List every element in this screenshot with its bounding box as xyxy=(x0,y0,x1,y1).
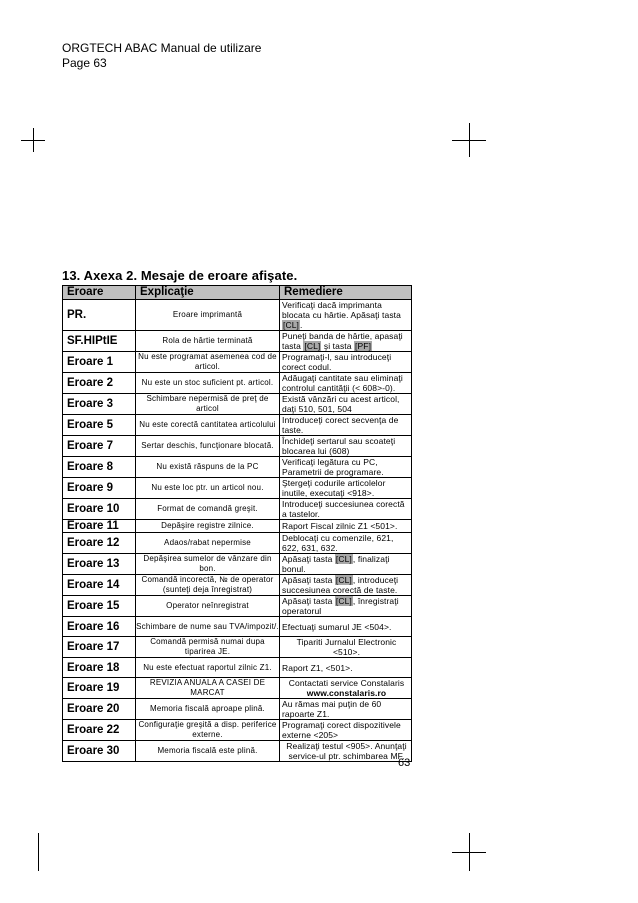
key-highlight: [CL] xyxy=(283,320,299,330)
error-messages-table xyxy=(62,285,412,762)
explanation-cell: Rola de hârtie terminată xyxy=(136,331,280,352)
explanation-cell: Comandă permisă numai dupa tiparirea JE. xyxy=(136,637,280,658)
remedy-text: Tipariti Jurnalul Electronic <510>. xyxy=(296,637,397,657)
error-code-cell: Eroare 12 xyxy=(63,533,136,554)
remedy-cell xyxy=(280,575,412,596)
error-code-cell: Eroare 11 xyxy=(63,520,136,533)
remedy-text: Programaţi-l, sau introduceţi corect codul. xyxy=(282,352,392,372)
error-code-cell: Eroare 7 xyxy=(63,436,136,457)
key-highlight: [CL] xyxy=(304,341,321,351)
remedy-text: , introduceţi succesiunea corectă de taste. xyxy=(282,575,399,595)
explanation-cell: REVIZIA ANUALA A CASEI DE MARCAT xyxy=(136,678,280,699)
remedy-text: Realizaţi testul <905>. Anunţaţi service-ul ptr. schimbarea MF. xyxy=(286,741,407,761)
explanation-cell: Depăşire registre zilnice. xyxy=(136,520,280,533)
remedy-text: Există vânzări cu acest articol, daţi 510, 501, 504 xyxy=(282,394,400,414)
error-code-cell: Eroare 5 xyxy=(63,415,136,436)
remedy-text: Raport Fiscal zilnic Z1 <501>. xyxy=(282,521,398,531)
remedy-cell xyxy=(280,436,412,457)
remedy-cell xyxy=(280,331,412,352)
table-row xyxy=(63,394,412,415)
column-header-remedy: Remediere xyxy=(280,286,412,300)
remedy-text: Introduceţi succesiunea corectă a tastelor. xyxy=(282,499,405,519)
remedy-text: Adăugaţi cantitate sau eliminaţi controlul cantităţii (< 608>-0). xyxy=(282,373,403,393)
error-code-cell: Eroare 9 xyxy=(63,478,136,499)
header-page: Page 63 xyxy=(62,56,107,70)
remedy-cell xyxy=(280,415,412,436)
remedy-text: Apăsaţi tasta xyxy=(282,554,335,564)
explanation-cell: Comandă incorectă, № de operator (sunteţi deja înregistrat) xyxy=(136,575,280,596)
remedy-cell xyxy=(280,457,412,478)
remedy-cell xyxy=(280,699,412,720)
remedy-cell xyxy=(280,499,412,520)
explanation-cell: Nu este corectă cantitatea articolului xyxy=(136,415,280,436)
explanation-cell: Nu este programat asemenea cod de articol. xyxy=(136,352,280,373)
error-code-cell: Eroare 30 xyxy=(63,741,136,762)
remedy-text: Ştergeţi codurile articolelor inutile, executaţi <918>. xyxy=(282,478,386,498)
section-title: 13. Axexa 2. Mesaje de eroare afişate. xyxy=(62,268,298,283)
remedy-text: Raport Z1, <501>. xyxy=(282,662,353,673)
explanation-cell: Memoria fiscală este plină. xyxy=(136,741,280,762)
explanation-cell: Nu există răspuns de la PC xyxy=(136,457,280,478)
error-code-cell: Eroare 10 xyxy=(63,499,136,520)
key-highlight: [CL] xyxy=(335,554,352,564)
error-code-cell: Eroare 22 xyxy=(63,720,136,741)
remedy-cell xyxy=(280,478,412,499)
explanation-cell: Schimbare nepermisă de preţ de articol xyxy=(136,394,280,415)
remedy-text: Programaţi corect dispozitivele externe <205> xyxy=(282,720,401,740)
remedy-cell xyxy=(280,617,412,637)
table-row xyxy=(63,373,412,394)
remedy-text: Au rămas mai puţin de 60 rapoarte Z1. xyxy=(282,699,382,719)
error-code-cell: SF.HIPtIE xyxy=(63,331,136,352)
error-code-cell: Eroare 2 xyxy=(63,373,136,394)
key-highlight: [CL] xyxy=(335,596,352,606)
website-link-text: www.constalaris.ro xyxy=(306,688,387,698)
table-row xyxy=(63,457,412,478)
table-row xyxy=(63,352,412,373)
table-row xyxy=(63,300,412,331)
column-header-error: Eroare xyxy=(63,286,136,300)
page-number: 63 xyxy=(398,757,411,769)
remedy-text: Contactati service Constalaris xyxy=(288,678,405,688)
remedy-text: Verificaţi dacă imprimanta blocata cu hârtie. Apăsaţi tasta xyxy=(282,300,401,320)
table-row xyxy=(63,617,412,637)
remedy-text: Apăsaţi tasta xyxy=(282,596,335,606)
table-row xyxy=(63,554,412,575)
explanation-cell: Sertar deschis, funcţionare blocată. xyxy=(136,436,280,457)
key-highlight: [PF] xyxy=(355,341,372,351)
remedy-cell xyxy=(280,533,412,554)
error-code-cell: Eroare 3 xyxy=(63,394,136,415)
explanation-cell: Nu este un stoc suficient pt. articol. xyxy=(136,373,280,394)
explanation-cell: Memoria fiscală aproape plină. xyxy=(136,699,280,720)
remedy-text: Verificaţi legătura cu PC, Parametrii de programare. xyxy=(282,457,384,477)
table-row xyxy=(63,436,412,457)
explanation-cell: Configuraţie greşită a disp. periferice externe. xyxy=(136,720,280,741)
error-code-cell: Eroare 17 xyxy=(63,637,136,658)
table-row xyxy=(63,478,412,499)
explanation-cell: Eroare imprimantă xyxy=(136,300,280,331)
explanation-cell: Depăşirea sumelor de vânzare din bon. xyxy=(136,554,280,575)
remedy-cell xyxy=(280,637,412,658)
table-row xyxy=(63,637,412,658)
error-code-cell: Eroare 1 xyxy=(63,352,136,373)
remedy-cell xyxy=(280,520,412,533)
remedy-cell xyxy=(280,300,412,331)
remedy-cell xyxy=(280,720,412,741)
table-row xyxy=(63,331,412,352)
remedy-cell xyxy=(280,394,412,415)
explanation-cell: Format de comandă greşit. xyxy=(136,499,280,520)
column-header-explanation: Explicaţie xyxy=(136,286,280,300)
explanation-cell: Adaos/rabat nepermise xyxy=(136,533,280,554)
table-row xyxy=(63,678,412,699)
remedy-text: , înregistraţi operatorul xyxy=(282,596,399,616)
remedy-cell xyxy=(280,596,412,617)
table-row xyxy=(63,499,412,520)
error-code-cell: Eroare 16 xyxy=(63,617,136,637)
error-code-cell: PR. xyxy=(63,300,136,331)
header-title: ORGTECH ABAC Manual de utilizare xyxy=(62,41,262,55)
remedy-text: , finalizaţi bonul. xyxy=(282,554,390,574)
table-header-row xyxy=(63,286,412,300)
table-row xyxy=(63,533,412,554)
key-highlight: [CL] xyxy=(335,575,352,585)
error-code-cell: Eroare 14 xyxy=(63,575,136,596)
error-code-cell: Eroare 15 xyxy=(63,596,136,617)
explanation-cell: Schimbare de nume sau TVA/impozit/. xyxy=(136,617,280,637)
remedy-cell xyxy=(280,373,412,394)
explanation-cell: Operator neînregistrat xyxy=(136,596,280,617)
remedy-cell xyxy=(280,554,412,575)
table-row xyxy=(63,699,412,720)
table-row xyxy=(63,520,412,533)
remedy-cell xyxy=(280,741,412,762)
remedy-cell xyxy=(280,658,412,678)
error-code-cell: Eroare 13 xyxy=(63,554,136,575)
error-code-cell: Eroare 8 xyxy=(63,457,136,478)
error-code-cell: Eroare 19 xyxy=(63,678,136,699)
table-row xyxy=(63,741,412,762)
table-row xyxy=(63,720,412,741)
table-row xyxy=(63,415,412,436)
remedy-text: Puneţi banda de hârtie, apasaţi tasta xyxy=(282,331,403,351)
table-row xyxy=(63,658,412,678)
running-header xyxy=(62,41,261,71)
error-code-cell: Eroare 18 xyxy=(63,658,136,678)
remedy-cell xyxy=(280,352,412,373)
table-row xyxy=(63,596,412,617)
remedy-text: Introduceţi corect secvenţa de taste. xyxy=(282,415,399,435)
remedy-text: şi tasta xyxy=(321,341,355,351)
remedy-text: Deblocaţi cu comenzile, 621, 622, 631, 632. xyxy=(282,533,394,553)
remedy-text: . xyxy=(300,320,303,330)
explanation-cell: Nu este efectuat raportul zilnic Z1. xyxy=(136,658,280,678)
error-code-cell: Eroare 20 xyxy=(63,699,136,720)
remedy-text: Închideţi sertarul sau scoateţi blocarea lui (608) xyxy=(282,436,396,456)
remedy-cell xyxy=(280,678,412,699)
remedy-text: Apăsaţi tasta xyxy=(282,575,335,585)
table-row xyxy=(63,575,412,596)
explanation-cell: Nu este loc ptr. un articol nou. xyxy=(136,478,280,499)
remedy-text: Efectuaţi sumarul JE <504>. xyxy=(282,621,392,632)
